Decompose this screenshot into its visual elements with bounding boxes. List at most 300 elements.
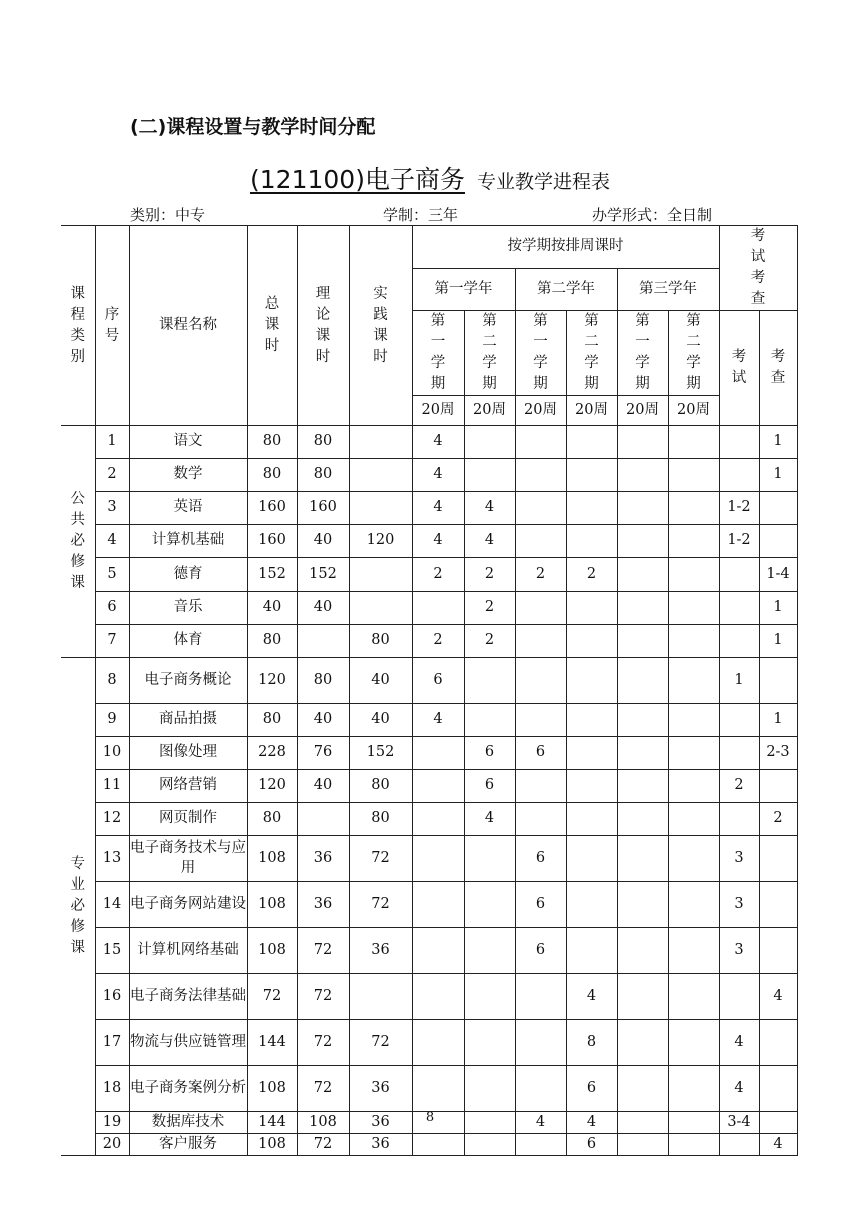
semester-hours-cell	[668, 1066, 719, 1112]
semester-hours-cell: 2	[412, 625, 464, 658]
semester-hours-cell	[617, 737, 668, 770]
exam-cell	[719, 737, 759, 770]
meta-duration: 学制：三年	[383, 206, 459, 224]
semester-hours-cell: 4	[566, 1112, 617, 1134]
semester-hours-cell	[412, 770, 464, 803]
semester-hours-cell	[668, 836, 719, 882]
table-row	[61, 492, 797, 525]
course-seq-cell: 12	[95, 803, 129, 836]
course-seq-cell: 15	[95, 928, 129, 974]
course-name-cell: 计算机网络基础	[129, 928, 247, 974]
semester-hours-cell	[515, 1066, 566, 1112]
course-name-cell: 音乐	[129, 592, 247, 625]
course-name-cell: 电子商务网站建设	[129, 882, 247, 928]
semester-hours-cell	[412, 1066, 464, 1112]
table-row	[61, 770, 797, 803]
course-name-cell: 商品拍摄	[129, 704, 247, 737]
theory-hours-cell	[297, 625, 349, 658]
table-row	[61, 625, 797, 658]
header-weeks: 20周	[566, 396, 617, 426]
semester-hours-cell: 6	[464, 770, 515, 803]
check-cell: 1	[759, 426, 797, 459]
check-cell	[759, 882, 797, 928]
table-row	[61, 658, 797, 704]
semester-hours-cell: 2	[412, 558, 464, 592]
semester-hours-cell: 2	[464, 625, 515, 658]
table-row	[61, 525, 797, 558]
semester-hours-cell	[464, 1134, 515, 1156]
semester-hours-cell	[668, 928, 719, 974]
header-weekly: 按学期按排周课时	[412, 226, 719, 269]
header-semester	[464, 311, 515, 396]
semester-hours-cell	[515, 525, 566, 558]
check-cell	[759, 928, 797, 974]
exam-cell	[719, 704, 759, 737]
theory-hours-cell: 72	[297, 1020, 349, 1066]
check-cell	[759, 1020, 797, 1066]
course-seq-cell: 5	[95, 558, 129, 592]
semester-hours-cell	[566, 803, 617, 836]
semester-hours-cell	[412, 803, 464, 836]
curriculum-table	[61, 225, 798, 1156]
table-row	[61, 803, 797, 836]
semester-hours-cell	[412, 1020, 464, 1066]
course-seq-cell: 19	[95, 1112, 129, 1134]
header-semester	[668, 311, 719, 396]
semester-hours-cell	[464, 704, 515, 737]
semester-hours-cell	[464, 658, 515, 704]
theory-hours-cell: 72	[297, 974, 349, 1020]
semester-hours-cell	[464, 882, 515, 928]
course-name-cell: 电子商务技术与应用	[129, 836, 247, 882]
semester-hours-cell	[617, 592, 668, 625]
semester-hours-cell	[668, 492, 719, 525]
semester-hours-cell: 6	[515, 882, 566, 928]
semester-hours-cell	[566, 770, 617, 803]
course-name-cell: 网络营销	[129, 770, 247, 803]
semester-hours-cell	[668, 592, 719, 625]
table-title-main: (121100)电子商务	[250, 165, 465, 194]
course-seq-cell: 9	[95, 704, 129, 737]
semester-hours-cell	[668, 658, 719, 704]
check-cell: 2-3	[759, 737, 797, 770]
table-body	[61, 426, 797, 1156]
semester-hours-cell: 2	[515, 558, 566, 592]
semester-hours-cell	[515, 974, 566, 1020]
header-name: 课程名称	[129, 226, 247, 426]
total-hours-cell: 144	[247, 1020, 297, 1066]
course-name-cell: 德育	[129, 558, 247, 592]
course-category-cell	[61, 658, 95, 1156]
semester-hours-cell	[515, 1020, 566, 1066]
semester-hours-cell: 6	[464, 737, 515, 770]
header-semester-text: 第 一 学 期	[430, 313, 446, 393]
meta-category: 类别：中专	[130, 206, 206, 224]
semester-hours-cell	[412, 974, 464, 1020]
table-row	[61, 1020, 797, 1066]
semester-hours-cell: 4	[464, 803, 515, 836]
practice-hours-cell: 152	[349, 737, 412, 770]
semester-hours-cell	[515, 658, 566, 704]
course-seq-cell: 2	[95, 459, 129, 492]
header-weeks: 20周	[668, 396, 719, 426]
total-hours-cell: 160	[247, 492, 297, 525]
theory-hours-cell: 80	[297, 459, 349, 492]
practice-hours-cell: 40	[349, 704, 412, 737]
header-weeks: 20周	[515, 396, 566, 426]
semester-hours-cell	[668, 704, 719, 737]
theory-hours-cell: 108	[297, 1112, 349, 1134]
course-category-text: 公 共 必 修 课	[70, 491, 85, 592]
exam-cell	[719, 974, 759, 1020]
semester-hours-cell	[566, 625, 617, 658]
course-seq-cell: 18	[95, 1066, 129, 1112]
theory-hours-cell: 72	[297, 1134, 349, 1156]
total-hours-cell: 80	[247, 625, 297, 658]
semester-hours-cell	[617, 1020, 668, 1066]
practice-hours-cell: 120	[349, 525, 412, 558]
course-name-cell: 体育	[129, 625, 247, 658]
semester-hours-cell	[464, 974, 515, 1020]
course-name-cell: 网页制作	[129, 803, 247, 836]
semester-hours-cell	[668, 974, 719, 1020]
semester-hours-cell: 6	[566, 1134, 617, 1156]
semester-hours-cell	[668, 737, 719, 770]
check-cell	[759, 492, 797, 525]
practice-hours-cell	[349, 426, 412, 459]
total-hours-cell: 72	[247, 974, 297, 1020]
semester-hours-cell	[515, 492, 566, 525]
semester-hours-cell: 4	[515, 1112, 566, 1134]
header-exam-text: 考 试	[731, 349, 747, 387]
course-name-cell: 物流与供应链管理	[129, 1020, 247, 1066]
practice-hours-cell	[349, 492, 412, 525]
practice-hours-cell	[349, 592, 412, 625]
theory-hours-cell: 40	[297, 770, 349, 803]
header-practice-text: 实 践 课 时	[373, 285, 388, 365]
semester-hours-cell	[515, 459, 566, 492]
semester-hours-cell	[668, 882, 719, 928]
total-hours-cell: 152	[247, 558, 297, 592]
exam-cell: 3	[719, 836, 759, 882]
semester-hours-cell	[412, 1134, 464, 1156]
semester-hours-cell: 4	[412, 525, 464, 558]
semester-hours-cell	[617, 525, 668, 558]
header-exam	[719, 311, 759, 426]
check-cell: 1	[759, 592, 797, 625]
check-cell	[759, 1066, 797, 1112]
semester-hours-cell	[566, 592, 617, 625]
course-seq-cell: 17	[95, 1020, 129, 1066]
exam-cell	[719, 459, 759, 492]
check-cell: 4	[759, 1134, 797, 1156]
table-title-suffix: 专业教学进程表	[476, 171, 610, 193]
theory-hours-cell: 152	[297, 558, 349, 592]
semester-hours-cell	[617, 558, 668, 592]
semester-hours-cell	[617, 492, 668, 525]
check-cell	[759, 770, 797, 803]
semester-hours-cell	[515, 803, 566, 836]
header-semester-text: 第 二 学 期	[584, 313, 599, 393]
course-seq-cell: 16	[95, 974, 129, 1020]
table-row	[61, 882, 797, 928]
exam-cell	[719, 803, 759, 836]
table-row	[61, 974, 797, 1020]
course-name-cell: 客户服务	[129, 1134, 247, 1156]
semester-hours-cell	[617, 928, 668, 974]
course-name-cell: 数学	[129, 459, 247, 492]
theory-hours-cell: 40	[297, 704, 349, 737]
semester-hours-cell	[617, 704, 668, 737]
exam-cell: 4	[719, 1020, 759, 1066]
check-cell: 2	[759, 803, 797, 836]
course-name-cell: 电子商务概论	[129, 658, 247, 704]
header-semester-text: 第 二 学 期	[686, 313, 701, 393]
theory-hours-cell: 160	[297, 492, 349, 525]
practice-hours-cell: 36	[349, 1134, 412, 1156]
semester-hours-cell: 2	[566, 558, 617, 592]
header-weeks: 20周	[617, 396, 668, 426]
semester-hours-cell	[412, 882, 464, 928]
table-row	[61, 1134, 797, 1156]
semester-hours-cell: 6	[515, 836, 566, 882]
header-semester-text: 第 一 学 期	[533, 313, 548, 393]
header-theory	[297, 226, 349, 426]
theory-hours-cell: 36	[297, 882, 349, 928]
header-year-3: 第三学年	[617, 268, 719, 311]
header-weeks: 20周	[412, 396, 464, 426]
table-row	[61, 592, 797, 625]
semester-hours-cell	[566, 492, 617, 525]
course-seq-cell: 6	[95, 592, 129, 625]
header-weeks: 20周	[464, 396, 515, 426]
course-name-cell: 电子商务法律基础	[129, 974, 247, 1020]
total-hours-cell: 108	[247, 1134, 297, 1156]
semester-hours-cell	[566, 928, 617, 974]
practice-hours-cell	[349, 558, 412, 592]
semester-hours-cell: 6	[515, 737, 566, 770]
semester-hours-cell: 4	[464, 525, 515, 558]
table-row	[61, 459, 797, 492]
check-cell: 1	[759, 625, 797, 658]
course-category-cell	[61, 426, 95, 658]
header-semester	[617, 311, 668, 396]
semester-hours-cell	[566, 836, 617, 882]
semester-hours-cell	[617, 836, 668, 882]
semester-hours-cell	[515, 704, 566, 737]
practice-hours-cell: 72	[349, 882, 412, 928]
total-hours-cell: 108	[247, 1066, 297, 1112]
total-hours-cell: 228	[247, 737, 297, 770]
header-assess	[719, 226, 797, 311]
semester-hours-cell	[668, 803, 719, 836]
semester-hours-cell: 4	[412, 459, 464, 492]
table-title	[0, 160, 860, 196]
course-name-cell: 电子商务案例分析	[129, 1066, 247, 1112]
table-row	[61, 836, 797, 882]
semester-hours-cell	[515, 625, 566, 658]
practice-hours-cell: 72	[349, 836, 412, 882]
practice-hours-cell	[349, 974, 412, 1020]
semester-hours-cell: 8	[566, 1020, 617, 1066]
course-seq-cell: 10	[95, 737, 129, 770]
exam-cell: 1	[719, 658, 759, 704]
exam-cell	[719, 625, 759, 658]
check-cell: 1	[759, 704, 797, 737]
semester-hours-cell	[464, 1020, 515, 1066]
check-cell	[759, 658, 797, 704]
semester-hours-cell	[668, 625, 719, 658]
semester-hours-cell	[464, 928, 515, 974]
course-seq-cell: 14	[95, 882, 129, 928]
exam-cell: 1-2	[719, 525, 759, 558]
total-hours-cell: 80	[247, 459, 297, 492]
semester-hours-cell	[668, 525, 719, 558]
header-semester	[566, 311, 617, 396]
semester-hours-cell	[412, 592, 464, 625]
course-name-cell: 计算机基础	[129, 525, 247, 558]
header-practice	[349, 226, 412, 426]
semester-hours-cell	[668, 459, 719, 492]
theory-hours-cell: 40	[297, 592, 349, 625]
theory-hours-cell: 36	[297, 836, 349, 882]
semester-hours-cell	[464, 426, 515, 459]
semester-hours-cell: 4	[566, 974, 617, 1020]
semester-hours-cell	[464, 836, 515, 882]
practice-hours-cell: 80	[349, 770, 412, 803]
header-category-text: 课 程 类 别	[70, 285, 85, 365]
practice-hours-cell: 40	[349, 658, 412, 704]
semester-hours-cell	[412, 737, 464, 770]
total-hours-cell: 108	[247, 836, 297, 882]
header-semester-text: 第 一 学 期	[635, 313, 650, 393]
exam-cell	[719, 1134, 759, 1156]
semester-hours-cell	[668, 426, 719, 459]
semester-hours-cell	[617, 882, 668, 928]
semester-hours-cell	[617, 803, 668, 836]
total-hours-cell: 108	[247, 882, 297, 928]
total-hours-cell: 120	[247, 770, 297, 803]
theory-hours-cell: 72	[297, 1066, 349, 1112]
total-hours-cell: 144	[247, 1112, 297, 1134]
course-seq-cell: 20	[95, 1134, 129, 1156]
exam-cell	[719, 592, 759, 625]
practice-hours-cell: 80	[349, 803, 412, 836]
check-cell: 1	[759, 459, 797, 492]
header-assess-text: 考 试 考 查	[750, 228, 766, 308]
semester-hours-cell	[566, 459, 617, 492]
table-row	[61, 1066, 797, 1112]
practice-hours-cell: 36	[349, 1066, 412, 1112]
table-row	[61, 737, 797, 770]
header-seq-text: 序 号	[104, 306, 120, 344]
course-seq-cell: 13	[95, 836, 129, 882]
semester-hours-cell	[566, 704, 617, 737]
theory-hours-cell: 76	[297, 737, 349, 770]
semester-hours-cell	[668, 1020, 719, 1066]
course-name-cell: 图像处理	[129, 737, 247, 770]
theory-hours-cell: 72	[297, 928, 349, 974]
header-theory-text: 理 论 课 时	[315, 285, 331, 365]
semester-hours-cell: 6	[566, 1066, 617, 1112]
theory-hours-cell: 40	[297, 525, 349, 558]
semester-hours-cell: 6	[412, 658, 464, 704]
course-seq-cell: 3	[95, 492, 129, 525]
semester-hours-cell	[617, 625, 668, 658]
course-seq-cell: 8	[95, 658, 129, 704]
semester-hours-cell	[617, 658, 668, 704]
exam-cell: 3-4	[719, 1112, 759, 1134]
course-seq-cell: 4	[95, 525, 129, 558]
semester-hours-cell	[617, 974, 668, 1020]
semester-hours-cell	[515, 1134, 566, 1156]
section-heading: (二)课程设置与教学时间分配	[130, 116, 376, 138]
semester-hours-cell	[566, 658, 617, 704]
theory-hours-cell: 80	[297, 426, 349, 459]
course-name-cell: 数据库技术	[129, 1112, 247, 1134]
semester-hours-cell	[668, 770, 719, 803]
total-hours-cell: 120	[247, 658, 297, 704]
semester-hours-cell	[566, 882, 617, 928]
semester-hours-cell	[617, 1066, 668, 1112]
theory-hours-cell: 80	[297, 658, 349, 704]
exam-cell: 4	[719, 1066, 759, 1112]
semester-hours-cell	[515, 770, 566, 803]
semester-hours-cell	[668, 558, 719, 592]
practice-hours-cell: 36	[349, 928, 412, 974]
header-seq	[95, 226, 129, 426]
total-hours-cell: 80	[247, 426, 297, 459]
header-total	[247, 226, 297, 426]
total-hours-cell: 108	[247, 928, 297, 974]
semester-hours-cell: 4	[412, 492, 464, 525]
semester-hours-cell	[566, 737, 617, 770]
exam-cell: 1-2	[719, 492, 759, 525]
header-total-text: 总 课 时	[264, 296, 280, 355]
course-seq-cell: 1	[95, 426, 129, 459]
total-hours-cell: 80	[247, 803, 297, 836]
table-row	[61, 426, 797, 459]
practice-hours-cell	[349, 459, 412, 492]
semester-hours-cell	[515, 592, 566, 625]
semester-hours-cell	[566, 525, 617, 558]
course-seq-cell: 7	[95, 625, 129, 658]
semester-hours-cell	[617, 1134, 668, 1156]
course-name-cell: 英语	[129, 492, 247, 525]
header-year-2: 第二学年	[515, 268, 617, 311]
header-check-text: 考 查	[770, 349, 786, 387]
header-semester	[515, 311, 566, 396]
semester-hours-cell	[464, 459, 515, 492]
exam-cell	[719, 558, 759, 592]
semester-hours-cell: 4	[412, 426, 464, 459]
semester-hours-cell	[566, 426, 617, 459]
header-semester-text: 第 二 学 期	[482, 313, 497, 393]
semester-hours-cell	[617, 770, 668, 803]
table-row	[61, 704, 797, 737]
practice-hours-cell: 80	[349, 625, 412, 658]
semester-hours-cell: 4	[464, 492, 515, 525]
semester-hours-cell: 4	[412, 704, 464, 737]
practice-hours-cell: 72	[349, 1020, 412, 1066]
semester-hours-cell	[464, 1066, 515, 1112]
semester-hours-cell	[617, 426, 668, 459]
course-category-text: 专 业 必 修 课	[70, 856, 85, 957]
exam-cell: 3	[719, 882, 759, 928]
check-cell: 1-4	[759, 558, 797, 592]
practice-hours-cell: 36	[349, 1112, 412, 1134]
exam-cell	[719, 426, 759, 459]
